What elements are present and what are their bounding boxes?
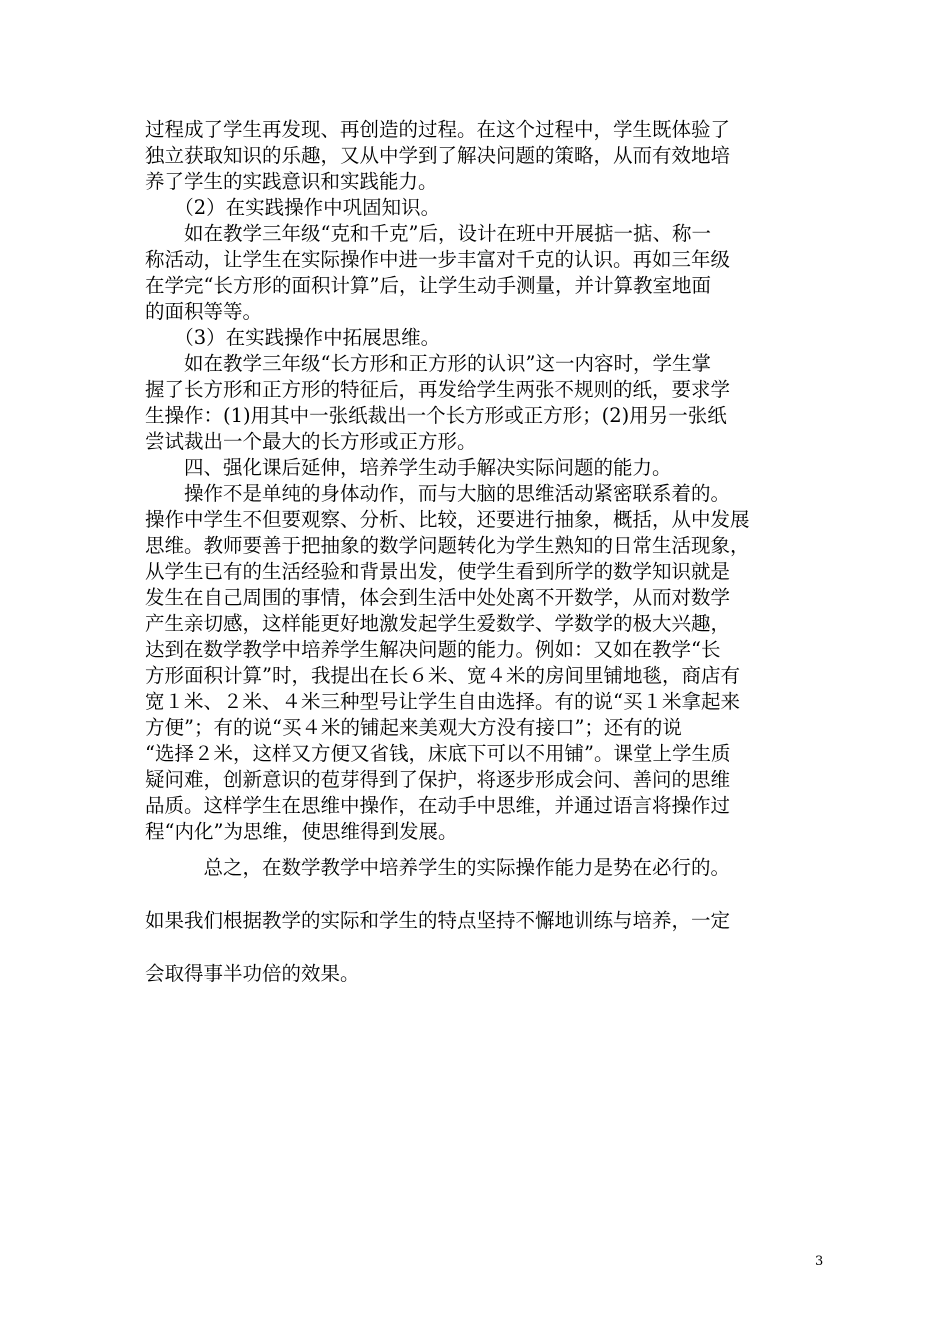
- text-line: 的面积等等。: [145, 300, 263, 323]
- text-line: 握了长方形和正方形的特征后，再发给学生两张不规则的纸，要求学: [145, 378, 731, 401]
- section-heading: （3）在实践操作中拓展思维。: [145, 326, 441, 349]
- text-line: 在学完“长方形的面积计算”后，让学生动手测量，并计算教室地面: [145, 274, 711, 297]
- section-heading: （2）在实践操作中巩固知识。: [145, 196, 441, 219]
- text-line: 尝试裁出一个最大的长方形或正方形。: [145, 430, 477, 453]
- text-line: 如在教学三年级“长方形和正方形的认识”这一内容时，学生掌: [145, 352, 711, 375]
- text-line: 疑问难，创新意识的苞芽得到了保护，将逐步形成会问、善问的思维: [145, 768, 731, 791]
- text-line: 方便”；有的说“买４米的铺起来美观大方没有接口”；还有的说: [145, 716, 682, 739]
- conclusion-line: 如果我们根据教学的实际和学生的特点坚持不懈地训练与培养，一定: [145, 909, 731, 932]
- text-line: 产生亲切感，这样能更好地激发起学生爱数学、学数学的极大兴趣，: [145, 612, 731, 635]
- conclusion-line: 总之，在数学教学中培养学生的实际操作能力是势在必行的。: [145, 856, 731, 879]
- text-line: 品质。这样学生在思维中操作，在动手中思维，并通过语言将操作过: [145, 794, 731, 817]
- text-line: 生操作：(1)用其中一张纸裁出一个长方形或正方形；(2)用另一张纸: [145, 404, 727, 427]
- text-line: 思维。教师要善于把抽象的数学问题转化为学生熟知的日常生活现象，: [145, 534, 750, 557]
- conclusion-paragraph: [145, 841, 835, 1000]
- text-line: 宽１米、２米、４米三种型号让学生自由选择。有的说“买１米拿起来: [145, 690, 740, 713]
- section-heading: 四、强化课后延伸，培养学生动手解决实际问题的能力。: [145, 456, 672, 479]
- text-line: 过程成了学生再发现、再创造的过程。在这个过程中，学生既体验了: [145, 118, 731, 141]
- conclusion-line: 会取得事半功倍的效果。: [145, 962, 360, 985]
- text-line: 发生在自己周围的事情，体会到生活中处处离不开数学，从而对数学: [145, 586, 731, 609]
- body-text: [145, 117, 810, 845]
- page-number: 3: [815, 1254, 824, 1269]
- text-line: 操作中学生不但要观察、分析、比较，还要进行抽象，概括，从中发展: [145, 508, 750, 531]
- text-line: 如在教学三年级“克和千克”后，设计在班中开展掂一掂、称一: [145, 222, 711, 245]
- text-line: 操作不是单纯的身体动作，而与大脑的思维活动紧密联系着的。: [145, 482, 731, 505]
- text-line: 方形面积计算”时，我提出在长６米、宽４米的房间里铺地毯，商店有: [145, 664, 740, 687]
- text-line: 从学生已有的生活经验和背景出发，使学生看到所学的数学知识就是: [145, 560, 731, 583]
- text-line: 称活动，让学生在实际操作中进一步丰富对千克的认识。再如三年级: [145, 248, 731, 271]
- text-line: 程“内化”为思维，使思维得到发展。: [145, 820, 458, 843]
- text-line: 达到在数学教学中培养学生解决问题的能力。例如：又如在教学“长: [145, 638, 721, 661]
- text-line: 独立获取知识的乐趣，又从中学到了解决问题的策略，从而有效地培: [145, 144, 731, 167]
- text-line: “选择２米，这样又方便又省钱，床底下可以不用铺”。课堂上学生质: [145, 742, 731, 765]
- text-line: 养了学生的实践意识和实践能力。: [145, 170, 438, 193]
